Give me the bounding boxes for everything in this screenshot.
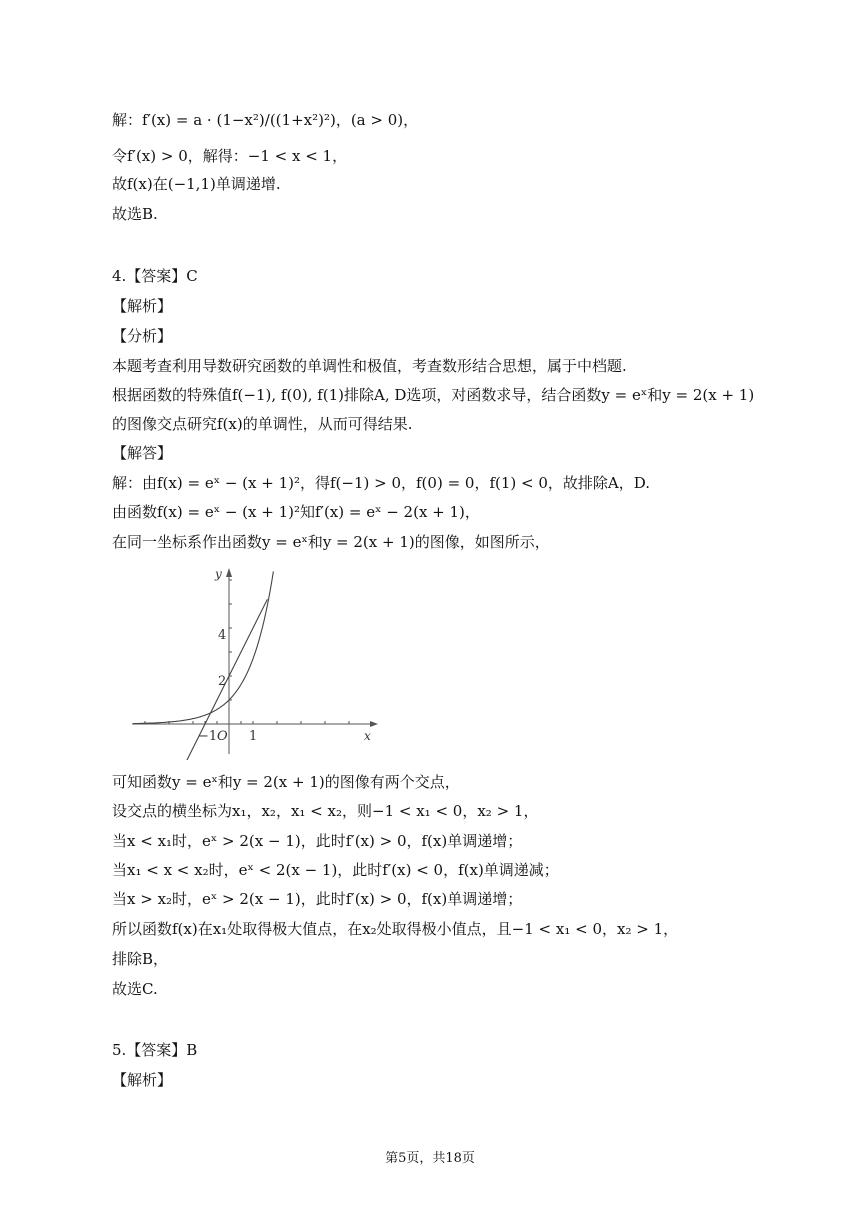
y-tick-label-2: 2 (218, 674, 227, 689)
question-4-analysis-header: 【解析】 (112, 297, 173, 315)
answer-line-1: 解：由f(x) = eˣ − (x + 1)²，得f(−1) > 0，f(0) = 0，f(1) < 0，故排除A，D. (112, 474, 650, 492)
x-axis-label: x (364, 729, 371, 743)
solution-line-1: 解：f′(x) = a · (1−x²)/((1+x²)²)，(a > 0)， (112, 111, 419, 129)
solution-line-2: 令f′(x) > 0，解得：−1 < x < 1， (112, 147, 348, 165)
y-axis-arrow-icon (226, 568, 232, 577)
conclusion-line-1: 可知函数y = eˣ和y = 2(x + 1)的图像有两个交点， (112, 773, 460, 791)
question-5-analysis-header: 【解析】 (112, 1071, 173, 1089)
conclusion-line-8: 故选C. (112, 980, 158, 998)
conclusion-line-2: 设交点的横坐标为x₁，x₂，x₁ < x₂，则−1 < x₁ < 0，x₂ > 1， (112, 802, 539, 820)
conclusion-line-4: 当x₁ < x < x₂时，eˣ < 2(x − 1)，此时f′(x) < 0，f(x)单调递减； (112, 861, 559, 879)
solution-line-4: 故选B. (112, 205, 158, 223)
question-4-jieda-header: 【解答】 (112, 444, 173, 462)
y-tick-label-4: 4 (218, 628, 227, 643)
x-tick-label-neg1: −1 (198, 729, 218, 744)
question-4-fenxi-header: 【分析】 (112, 327, 173, 345)
analysis-line-3: 的图像交点研究f(x)的单调性，从而可得结果. (112, 415, 413, 433)
solution-line-3: 故f(x)在(−1,1)单调递增. (112, 175, 281, 193)
conclusion-line-6: 所以函数f(x)在x₁处取得极大值点，在x₂处取得极小值点，且−1 < x₁ < 0，x₂ > 1， (112, 920, 679, 938)
page-footer: 第5页，共18页 (385, 1151, 475, 1166)
origin-label: O (217, 729, 228, 744)
function-graph (128, 564, 384, 760)
conclusion-line-3: 当x < x₁时，eˣ > 2(x − 1)，此时f′(x) > 0，f(x)单调递增； (112, 832, 523, 850)
conclusion-line-7: 排除B， (112, 950, 169, 968)
y-axis-label: y (215, 567, 222, 581)
x-tick-label-1: 1 (249, 729, 258, 744)
conclusion-line-5: 当x > x₂时，eˣ > 2(x − 1)，此时f′(x) > 0，f(x)单调递增； (112, 890, 523, 908)
question-5-answer: 5.【答案】B (112, 1041, 198, 1059)
answer-line-3: 在同一坐标系作出函数y = eˣ和y = 2(x + 1)的图像，如图所示， (112, 533, 550, 551)
x-axis-arrow-icon (370, 721, 378, 727)
answer-line-2: 由函数f(x) = eˣ − (x + 1)²知f′(x) = eˣ − 2(x + 1)， (112, 503, 480, 521)
analysis-line-2: 根据函数的特殊值f(−1), f(0), f(1)排除A, D选项，对函数求导，结合函数y = eˣ和y = 2(x + 1) (112, 386, 755, 404)
question-4-answer: 4.【答案】C (112, 267, 198, 285)
exponential-curve (133, 571, 273, 723)
analysis-line-1: 本题考查利用导数研究函数的单调性和极值，考查数形结合思想，属于中档题. (112, 357, 627, 375)
